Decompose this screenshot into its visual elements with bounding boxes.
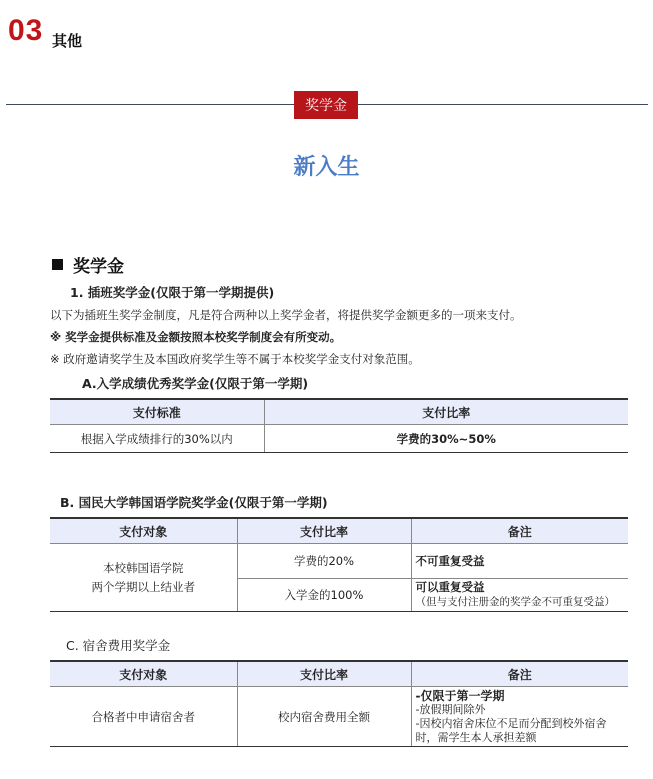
partA-cell-ratio: 学费的30%~50% (264, 425, 628, 453)
partB-target-line1: 本校韩国语学院 (103, 560, 184, 575)
partB-row2-note1: 可以重复受益 (415, 580, 485, 594)
partB-header-note: 备注 (411, 518, 628, 544)
partB-cell-target (50, 544, 237, 612)
item1-note2: ※ 政府邀请奖学生及本国政府奖学生等不属于本校奖学金支付对象范围。 (50, 352, 420, 366)
partB-target-line2: 两个学期以上结业者 (91, 579, 195, 594)
partC-note-4: 时，需学生本人承担差额 (415, 730, 537, 744)
section-heading-text: 奖学金 (73, 257, 124, 277)
partB-row2-note2: （但与支付注册金的奖学金不可重复受益） (415, 596, 615, 608)
chapter-number: 03 (8, 14, 44, 47)
partC-header-ratio: 支付比率 (237, 661, 411, 687)
partA-header-ratio: 支付比率 (264, 399, 628, 425)
partB-row1-ratio: 学费的20% (237, 544, 411, 579)
partA-cell-standard: 根据入学成绩排行的30%以内 (50, 425, 264, 453)
partA-title: A.入学成绩优秀奖学金(仅限于第一学期) (82, 376, 309, 391)
partC-note-2: -放假期间除外 (415, 702, 486, 716)
item1-note1: ※ 奖学金提供标准及金额按照本校奖学制度会有所变动。 (50, 330, 342, 344)
partC-cell-target: 合格者中申请宿舍者 (50, 687, 237, 747)
partB-header-ratio: 支付比率 (237, 518, 411, 544)
partB-table (50, 517, 628, 612)
partC-header-target: 支付对象 (50, 661, 237, 687)
partB-row2-ratio: 入学金的100% (237, 579, 411, 612)
chapter-title: 其他 (52, 32, 83, 50)
partB-header-target: 支付对象 (50, 518, 237, 544)
partB-title: B. 国民大学韩国语学院奖学金(仅限于第一学期) (60, 495, 328, 510)
partC-cell-notes (411, 687, 628, 747)
partC-note-1: -仅限于第一学期 (415, 688, 505, 703)
partC-title: C. 宿舍费用奖学金 (66, 638, 171, 653)
partB-row2-note (411, 579, 628, 612)
partC-header-note: 备注 (411, 661, 628, 687)
item1-title: 1. 插班奖学金(仅限于第一学期提供) (70, 285, 275, 300)
partC-cell-ratio: 校内宿舍费用全额 (237, 687, 411, 747)
item1-desc: 以下为插班生奖学金制度，凡是符合两种以上奖学金者，将提供奖学金额更多的一项来支付。 (50, 308, 522, 322)
partA-table (50, 398, 628, 453)
partA-header-standard: 支付标准 (50, 399, 264, 425)
partC-table (50, 660, 628, 747)
section-badge: 奖学金 (294, 91, 358, 119)
square-bullet-icon (52, 259, 63, 270)
page-title: 新入生 (293, 155, 360, 180)
partB-row1-note: 不可重复受益 (411, 544, 628, 579)
partC-note-3: -因校内宿舍床位不足而分配到校外宿舍 (415, 716, 607, 730)
section-heading (52, 252, 124, 277)
